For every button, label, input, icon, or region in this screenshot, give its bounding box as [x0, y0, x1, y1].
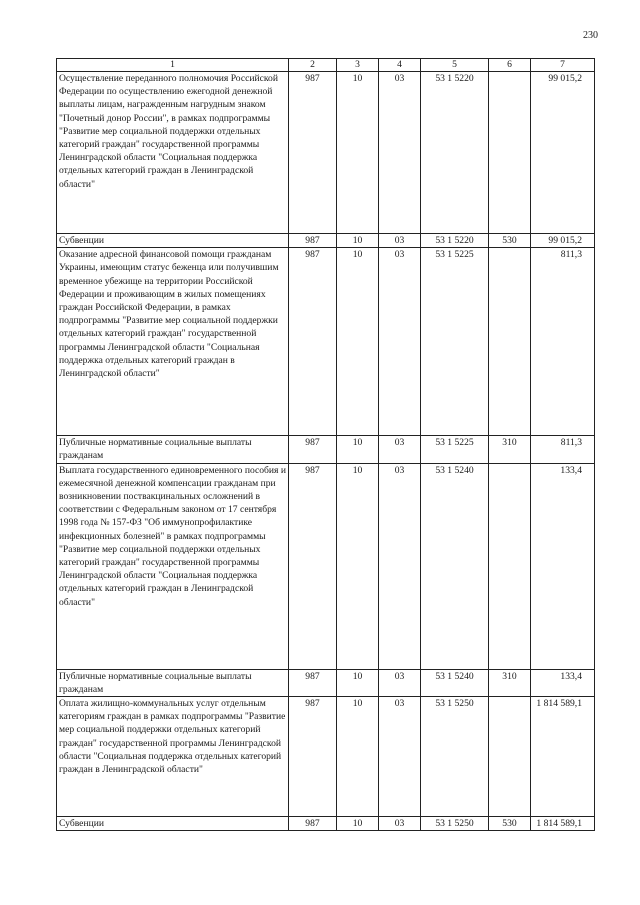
cell-subsection: 03 [379, 72, 421, 234]
cell-section: 10 [337, 72, 379, 234]
table-row [57, 463, 595, 669]
cell-target: 53 1 5250 [421, 697, 489, 817]
row-description: Оплата жилищно-коммунальных услуг отдельным категориям граждан в рамках подпрограммы "Развитие мер социальной поддержки отдельных категорий граждан" государственной программы Ленинградской области "Социальная поддержка отдельных категорий граждан в Ленинградской области" [57, 697, 289, 817]
row-description: Субвенции [57, 817, 289, 831]
cell-amount: 99 015,2 [531, 234, 595, 248]
cell-code: 987 [289, 697, 337, 817]
column-header: 1 [57, 59, 289, 72]
column-header: 5 [421, 59, 489, 72]
cell-subsection: 03 [379, 669, 421, 696]
row-description: Субвенции [57, 234, 289, 248]
cell-target: 53 1 5225 [421, 436, 489, 463]
cell-amount: 1 814 589,1 [531, 697, 595, 817]
cell-target: 53 1 5240 [421, 463, 489, 669]
cell-section: 10 [337, 463, 379, 669]
row-description: Осуществление переданного полномочия Российской Федерации по осуществлению ежегодной денежной выплаты лицам, награжденным нагрудным знаком "Почетный донор России", в рамках подпрограммы "Развитие мер социальной поддержки отдельных категорий граждан" государственной программы Ленинградской области "Социальная поддержка отдельных категорий граждан в Ленинградской области" [57, 72, 289, 234]
cell-amount: 133,4 [531, 669, 595, 696]
cell-type: 530 [489, 817, 531, 831]
cell-section: 10 [337, 248, 379, 436]
column-header: 2 [289, 59, 337, 72]
cell-code: 987 [289, 234, 337, 248]
cell-amount: 1 814 589,1 [531, 817, 595, 831]
cell-target: 53 1 5240 [421, 669, 489, 696]
cell-type [489, 697, 531, 817]
cell-section: 10 [337, 817, 379, 831]
cell-section: 10 [337, 697, 379, 817]
cell-code: 987 [289, 248, 337, 436]
budget-table [56, 58, 595, 831]
row-description: Публичные нормативные социальные выплаты гражданам [57, 436, 289, 463]
table-row [57, 234, 595, 248]
table-row [57, 248, 595, 436]
cell-subsection: 03 [379, 463, 421, 669]
cell-amount: 133,4 [531, 463, 595, 669]
table-row [57, 72, 595, 234]
column-header: 3 [337, 59, 379, 72]
cell-subsection: 03 [379, 436, 421, 463]
cell-target: 53 1 5250 [421, 817, 489, 831]
cell-subsection: 03 [379, 697, 421, 817]
table-row [57, 669, 595, 696]
cell-code: 987 [289, 463, 337, 669]
cell-type: 310 [489, 436, 531, 463]
cell-code: 987 [289, 817, 337, 831]
cell-type: 530 [489, 234, 531, 248]
column-header: 6 [489, 59, 531, 72]
column-header: 4 [379, 59, 421, 72]
cell-amount: 99 015,2 [531, 72, 595, 234]
cell-amount: 811,3 [531, 436, 595, 463]
row-description: Публичные нормативные социальные выплаты гражданам [57, 669, 289, 696]
cell-section: 10 [337, 436, 379, 463]
page-number: 230 [583, 30, 598, 41]
cell-subsection: 03 [379, 234, 421, 248]
table-row [57, 697, 595, 817]
cell-type [489, 463, 531, 669]
table-header-row [57, 59, 595, 72]
cell-amount: 811,3 [531, 248, 595, 436]
row-description: Выплата государственного единовременного пособия и ежемесячной денежной компенсации гражданам при возникновении поствакцинальных осложнений в соответствии с Федеральным законом от 17 сентября 1998 года № 157-ФЗ "Об иммунопрофилактике инфекционных болезней" в рамках подпрограммы "Развитие мер социальной поддержки отдельных категорий граждан" государственной программы Ленинградской области "Социальная поддержка отдельных категорий граждан в Ленинградской области" [57, 463, 289, 669]
cell-target: 53 1 5220 [421, 234, 489, 248]
cell-section: 10 [337, 669, 379, 696]
cell-target: 53 1 5225 [421, 248, 489, 436]
table-row [57, 817, 595, 831]
column-header: 7 [531, 59, 595, 72]
cell-type [489, 72, 531, 234]
cell-code: 987 [289, 436, 337, 463]
cell-type: 310 [489, 669, 531, 696]
cell-type [489, 248, 531, 436]
cell-subsection: 03 [379, 248, 421, 436]
table-row [57, 436, 595, 463]
cell-code: 987 [289, 669, 337, 696]
row-description: Оказание адресной финансовой помощи гражданам Украины, имеющим статус беженца или получившим временное убежище на территории Российской Федерации и проживающим в жилых помещениях граждан Российской Федерации, в рамках подпрограммы "Развитие мер социальной поддержки отдельных категорий граждан" государственной программы Ленинградской области "Социальная поддержка отдельных категорий граждан в Ленинградской области" [57, 248, 289, 436]
cell-section: 10 [337, 234, 379, 248]
cell-code: 987 [289, 72, 337, 234]
cell-subsection: 03 [379, 817, 421, 831]
cell-target: 53 1 5220 [421, 72, 489, 234]
